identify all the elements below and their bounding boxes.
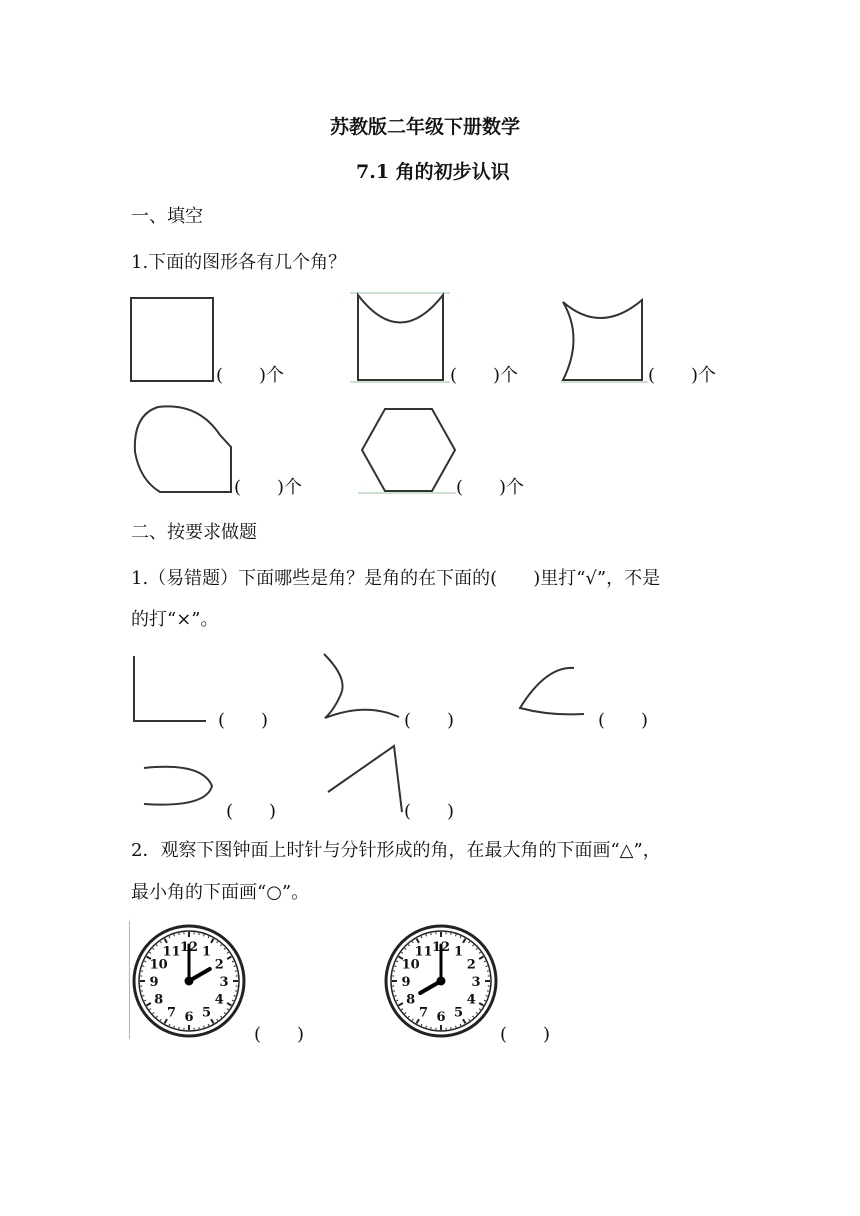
q2-2-line2: 最小角的下面画“○”。: [131, 882, 310, 903]
clock-tick: [426, 934, 427, 936]
clock-number: 5: [453, 1005, 464, 1021]
answer-blank-shape3[interactable]: ( )个: [648, 365, 717, 386]
clock-tick: [426, 1026, 427, 1028]
clock-tick: [142, 996, 144, 997]
clock-tick: [174, 1026, 175, 1028]
square-shape: [128, 295, 218, 385]
section1-heading: 一、填空: [131, 206, 203, 227]
clock-number: 6: [436, 1010, 446, 1025]
answer-blank-angle1[interactable]: ( ): [218, 710, 269, 731]
u-curve-figure: [140, 762, 220, 812]
clock-number: 12: [431, 940, 451, 955]
clock-tick: [234, 996, 236, 997]
clock-two-oclock: [130, 922, 248, 1040]
page-title: 苏教版二年级下册数学: [330, 116, 521, 138]
clock-number: 9: [149, 975, 159, 990]
answer-blank-shape5[interactable]: ( )个: [456, 477, 525, 498]
clock-number: 8: [406, 992, 416, 1008]
clock-tick: [486, 966, 488, 967]
clock-center-dot: [438, 978, 445, 985]
answer-blank-shape2[interactable]: ( )个: [450, 365, 519, 386]
q2-1-line1: 1.（易错题）下面哪些是角？是角的在下面的( )里打“√”，不是: [131, 568, 661, 589]
clock-number: 2: [466, 957, 476, 973]
answer-blank-angle4[interactable]: ( ): [226, 801, 277, 822]
curved-angle-figure: [316, 650, 402, 722]
clock-center-dot: [186, 978, 193, 985]
clock-number: 6: [184, 1010, 194, 1025]
sharp-angle-figure: [322, 740, 410, 816]
answer-blank-clock2[interactable]: ( ): [500, 1024, 551, 1045]
clock-tick: [394, 996, 396, 997]
clock-number: 8: [154, 992, 164, 1008]
q1-prompt: 1.下面的图形各有几个角？: [131, 252, 347, 273]
curved-shape: [556, 290, 652, 386]
section2-heading: 二、按要求做题: [131, 522, 257, 543]
clock-tick: [234, 966, 236, 967]
clock-number: 3: [471, 975, 481, 990]
clock-tick: [174, 934, 175, 936]
clock-number: 3: [219, 975, 229, 990]
concave-top-shape: [348, 290, 454, 386]
clock-tick: [394, 966, 396, 967]
rounded-shape: [128, 400, 238, 496]
hexagon-shape: [356, 404, 460, 496]
q2-2-line1: 2．观察下图钟面上时针与分针形成的角，在最大角的下面画“△”，: [131, 840, 661, 861]
right-angle-figure: [128, 652, 210, 726]
clock-number: 12: [179, 940, 199, 955]
clock-number: 1: [453, 944, 464, 960]
answer-blank-clock1[interactable]: ( ): [254, 1024, 305, 1045]
clock-number: 4: [466, 992, 476, 1008]
clock-tick: [486, 996, 488, 997]
arc-figure: [512, 662, 592, 720]
clock-tick: [204, 934, 205, 936]
answer-blank-shape1[interactable]: ( )个: [216, 365, 285, 386]
clock-number: 11: [414, 944, 433, 960]
clock-number: 10: [401, 957, 420, 973]
clock-number: 4: [214, 992, 224, 1008]
q2-1-line2: 的打“×”。: [131, 609, 219, 630]
answer-blank-shape4[interactable]: ( )个: [234, 477, 303, 498]
clock-number: 10: [149, 957, 168, 973]
clock-number: 2: [214, 957, 224, 973]
answer-blank-angle5[interactable]: ( ): [404, 801, 455, 822]
clock-number: 11: [162, 944, 181, 960]
clock-eight-oclock: [382, 922, 500, 1040]
clock-number: 7: [418, 1005, 429, 1021]
answer-blank-angle3[interactable]: ( ): [598, 710, 649, 731]
clock-number: 9: [401, 975, 411, 990]
clock-number: 1: [201, 944, 212, 960]
clock-tick: [456, 934, 457, 936]
clock-tick: [204, 1026, 205, 1028]
answer-blank-angle2[interactable]: ( ): [404, 710, 455, 731]
clock-tick: [456, 1026, 457, 1028]
clock-tick: [142, 966, 144, 967]
clock-number: 7: [166, 1005, 177, 1021]
clock-number: 5: [201, 1005, 212, 1021]
page-subtitle: 7.1 角的初步认识: [356, 161, 510, 183]
